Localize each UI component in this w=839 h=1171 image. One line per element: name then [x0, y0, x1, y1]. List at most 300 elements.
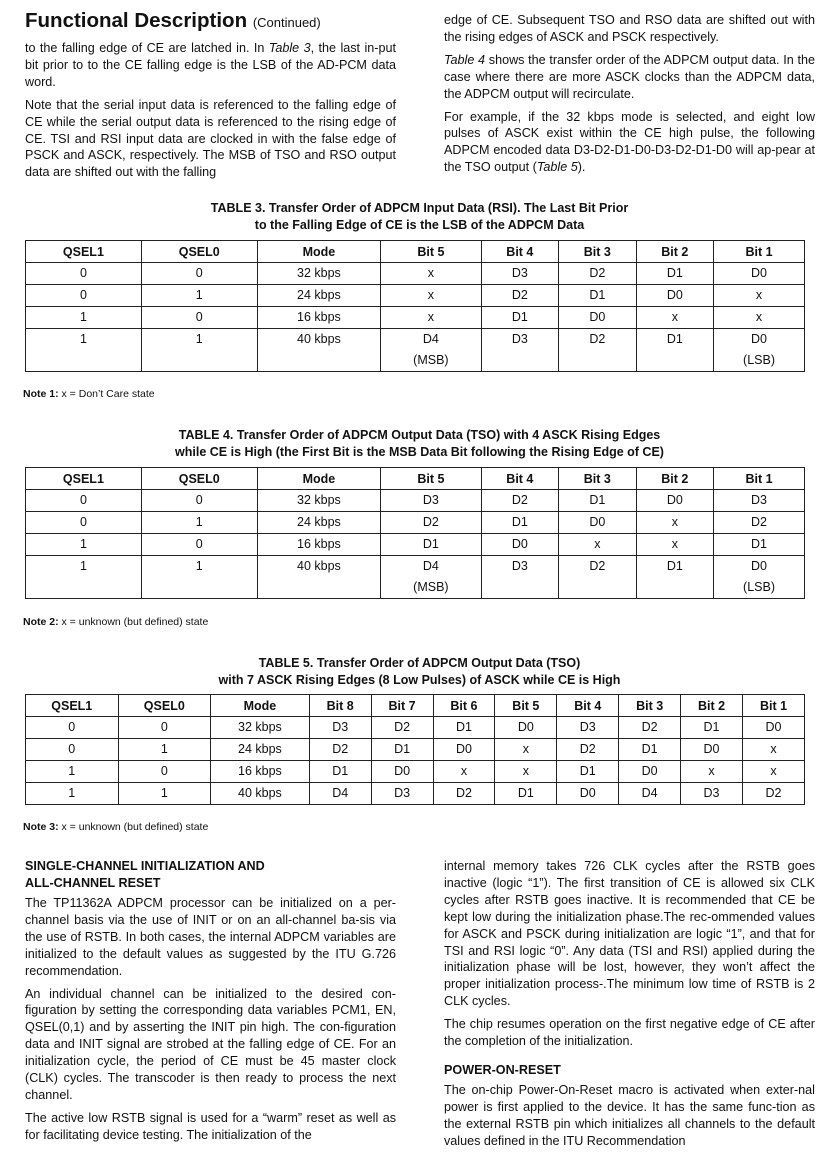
column-header: Bit 1	[714, 241, 805, 263]
table-cell	[481, 534, 558, 556]
table-cell	[433, 761, 495, 783]
cell-text: D4	[332, 786, 349, 800]
right-top-paragraphs	[444, 12, 815, 176]
cell-text: x	[755, 288, 763, 302]
cell-text: D0	[579, 786, 596, 800]
paragraph: to the falling edge of CE are latched in. In Table 3, the last in-put bit prior to to the CE falling edge is the LSB of the AD-PCM data word.	[25, 41, 396, 89]
table-cell	[118, 739, 211, 761]
table-cell	[636, 307, 713, 329]
cell-text: D3	[394, 786, 411, 800]
cell-text: 1	[195, 559, 203, 573]
paragraph: The active low RSTB signal is used for a “warm” reset as well as for facilitating device testing. The initialization of the	[25, 1110, 396, 1142]
table-cell	[681, 783, 743, 805]
cell-text: D3	[511, 332, 528, 346]
column-header: Bit 8	[309, 695, 371, 717]
column-header: Bit 2	[681, 695, 743, 717]
table-cell	[681, 761, 743, 783]
cell-text: D1	[511, 515, 528, 529]
table-cell	[636, 490, 713, 512]
table-cell	[141, 285, 257, 307]
cell-text: 0	[195, 266, 203, 280]
cell-text: 32 kbps	[297, 266, 341, 280]
subheading-line2: ALL-CHANNEL RESET	[25, 876, 161, 890]
column-header: Bit 4	[481, 468, 558, 490]
table-cell	[714, 307, 805, 329]
table-cell	[257, 329, 381, 372]
table-cell	[559, 490, 636, 512]
cell-text: D2	[394, 720, 411, 734]
table-cell	[559, 307, 636, 329]
column-header: Bit 2	[636, 241, 713, 263]
cell-text: D4	[422, 332, 439, 346]
cell-text: D1	[666, 266, 683, 280]
cell-text: D0	[666, 493, 683, 507]
cell-text: 32 kbps	[297, 493, 341, 507]
table-cell	[742, 717, 804, 739]
table-cell	[141, 329, 257, 372]
table-cell	[636, 329, 713, 372]
table-cell	[619, 761, 681, 783]
paragraph: An individual channel can be initialized to the desired con-figuration by setting the corresponding data variables PCM1, EN, QSEL(0,1) and by asserting the INIT pin high. The con-figuration data and INIT signal are strobed at the falling edge of CE. For an initialization cycle, the period of CE must be 45 master clock (CLK) cycles. The transcoder is then ready to process the next channel.	[25, 986, 396, 1102]
table-cell	[381, 534, 481, 556]
cell-text: 0	[195, 310, 203, 324]
table-cell	[636, 556, 713, 599]
cell-text: D0	[455, 742, 472, 756]
cell-text: x	[671, 537, 678, 551]
column-header: QSEL0	[141, 241, 257, 263]
subheading-line1: SINGLE-CHANNEL INITIALIZATION AND	[25, 859, 265, 873]
table-cell	[257, 534, 381, 556]
cell-text: D0	[589, 515, 606, 529]
table-cell	[481, 329, 558, 372]
table-row	[26, 307, 805, 329]
note-text: x = unknown (but defined) state	[61, 821, 209, 833]
column-header: QSEL1	[26, 241, 142, 263]
table-row	[26, 263, 805, 285]
cell-text: 1	[160, 786, 168, 800]
table-cell	[257, 263, 381, 285]
cell-text: D3	[703, 786, 720, 800]
cell-text: D0	[751, 332, 768, 346]
note-text: x = Don’t Care state	[61, 388, 155, 400]
table3-caption-line1: TABLE 3. Transfer Order of ADPCM Input Data (RSI). The Last Bit Prior	[210, 201, 629, 215]
heading-title: Functional Description	[25, 9, 248, 32]
table-cell	[495, 739, 557, 761]
cell-text: D0	[517, 720, 534, 734]
header-row	[26, 241, 805, 263]
table-cell	[636, 285, 713, 307]
left-column-bottom	[25, 858, 396, 1150]
cell-text: D3	[579, 720, 596, 734]
left-column-top	[25, 10, 396, 187]
table-cell	[381, 490, 481, 512]
cell-text: x	[427, 288, 434, 302]
cell-text: D1	[332, 764, 349, 778]
cell-text: D1	[666, 559, 683, 573]
table-row	[26, 783, 805, 805]
cell-text: D3	[751, 493, 768, 507]
cell-text: 16 kbps	[297, 537, 341, 551]
table-cell	[26, 490, 142, 512]
paragraph: Table 4 shows the transfer order of the ADPCM output data. In the case where there are more ASCK clocks than the ADPCM data, the ADPCM output will recirculate.	[444, 52, 815, 101]
cell-text: D2	[455, 786, 472, 800]
table5-caption-line2: with 7 ASCK Rising Edges (8 Low Pulses) of ASCK while CE is High	[218, 673, 621, 687]
table-cell	[559, 556, 636, 599]
table-cell	[557, 717, 619, 739]
table-cell	[309, 739, 371, 761]
table-cell	[619, 739, 681, 761]
table4-caption-line2: while CE is High (the First Bit is the MSB Data Bit following the Rising Edge of CE)	[175, 445, 664, 459]
table-row	[26, 534, 805, 556]
table-cell	[481, 263, 558, 285]
cell-text: D1	[666, 332, 683, 346]
table-row	[26, 512, 805, 534]
cell-text: D0	[751, 559, 768, 573]
table3-caption-line2: to the Falling Edge of CE is the LSB of the ADPCM Data	[254, 218, 585, 232]
table4-caption-line1: TABLE 4. Transfer Order of ADPCM Output Data (TSO) with 4 ASCK Rising Edges	[178, 428, 661, 442]
table-cell	[559, 534, 636, 556]
table-row	[26, 761, 805, 783]
table-cell	[26, 285, 142, 307]
cell-text: D2	[511, 493, 528, 507]
table-cell	[118, 717, 211, 739]
cell-text: D1	[751, 537, 768, 551]
table-cell	[481, 307, 558, 329]
table-cell	[26, 717, 119, 739]
table-cell	[381, 285, 481, 307]
table-cell	[141, 490, 257, 512]
table-cell	[381, 512, 481, 534]
right-column-bottom	[444, 858, 815, 1156]
table-cell	[433, 783, 495, 805]
table-cell	[26, 739, 119, 761]
table-cell	[211, 783, 310, 805]
cell-text: x	[671, 310, 678, 324]
cell-text: 1	[160, 742, 168, 756]
table-cell	[481, 285, 558, 307]
table-cell	[636, 534, 713, 556]
table-cell	[742, 783, 804, 805]
cell-text: D2	[751, 515, 768, 529]
table-cell	[681, 717, 743, 739]
column-header: Bit 1	[714, 468, 805, 490]
table-cell	[26, 556, 142, 599]
paragraph: The on-chip Power-On-Reset macro is activated when exter-nal power is first applied to the device. It has the same func-tion as the external RSTB pin which initializes all channels to the default values defined in the ITU Recommendation	[444, 1082, 815, 1148]
table-cell	[481, 556, 558, 599]
cell-text: D0	[751, 266, 768, 280]
cell-text: 1	[79, 559, 87, 573]
column-header: Mode	[257, 241, 381, 263]
column-header: Bit 1	[742, 695, 804, 717]
table-cell	[26, 329, 142, 372]
table4-caption	[0, 427, 839, 461]
cell-text: D2	[332, 742, 349, 756]
cell-text: D3	[332, 720, 349, 734]
cell-text: x	[522, 764, 529, 778]
header-row	[26, 695, 805, 717]
table-cell	[495, 717, 557, 739]
column-header: Mode	[211, 695, 310, 717]
table-cell	[619, 717, 681, 739]
cell-text: 1	[195, 515, 203, 529]
column-header: Bit 3	[559, 468, 636, 490]
table-cell	[381, 329, 481, 372]
cell-text: (LSB)	[743, 353, 775, 367]
cell-text: D0	[641, 764, 658, 778]
table-cell	[495, 783, 557, 805]
column-header: Bit 3	[559, 241, 636, 263]
cell-text: x	[594, 537, 601, 551]
cell-text: D2	[765, 786, 782, 800]
table3-note	[23, 388, 155, 400]
cell-text: 32 kbps	[238, 720, 282, 734]
left-bottom-paragraphs	[25, 895, 396, 1144]
table-cell	[681, 739, 743, 761]
cell-text: 1	[79, 332, 87, 346]
cell-text: 1	[195, 288, 203, 302]
cell-text: D2	[589, 266, 606, 280]
table-cell	[559, 285, 636, 307]
table-cell	[26, 534, 142, 556]
table-cell	[381, 307, 481, 329]
table-row	[26, 490, 805, 512]
cell-text: x	[427, 266, 434, 280]
table-row	[26, 717, 805, 739]
cell-text: 40 kbps	[238, 786, 282, 800]
cell-text: D1	[641, 742, 658, 756]
cell-text: D1	[703, 720, 720, 734]
cell-text: x	[770, 742, 777, 756]
table-cell	[559, 263, 636, 285]
cell-text: 1	[68, 764, 76, 778]
table-cell	[714, 329, 805, 372]
table-cell	[211, 761, 310, 783]
table-cell	[141, 512, 257, 534]
left-top-paragraphs	[25, 40, 396, 181]
cell-text: D2	[641, 720, 658, 734]
cell-text: 24 kbps	[238, 742, 282, 756]
table-cell	[26, 263, 142, 285]
cell-text: D1	[455, 720, 472, 734]
table-cell	[309, 717, 371, 739]
column-header: QSEL0	[141, 468, 257, 490]
cell-text: (LSB)	[743, 580, 775, 594]
cell-text: 0	[79, 493, 87, 507]
paragraph: The chip resumes operation on the first negative edge of CE after the completion of the initialization.	[444, 1017, 815, 1049]
cell-text: 40 kbps	[297, 332, 341, 346]
cell-text: 1	[79, 310, 87, 324]
table-cell	[309, 761, 371, 783]
table-row	[26, 329, 805, 372]
table-cell	[381, 263, 481, 285]
table-row	[26, 285, 805, 307]
cell-text: 24 kbps	[297, 515, 341, 529]
cell-text: D2	[511, 288, 528, 302]
table-row	[26, 739, 805, 761]
table-cell	[371, 739, 433, 761]
cell-text: 16 kbps	[297, 310, 341, 324]
table-cell	[557, 761, 619, 783]
table3-caption	[0, 200, 839, 234]
cell-text: D0	[589, 310, 606, 324]
table-cell	[141, 534, 257, 556]
cell-text: D1	[589, 493, 606, 507]
cell-text: D0	[666, 288, 683, 302]
cell-text: D4	[422, 559, 439, 573]
table-cell	[481, 512, 558, 534]
cell-text: D3	[511, 559, 528, 573]
cell-text: 0	[160, 720, 168, 734]
cell-text: D1	[394, 742, 411, 756]
cell-text: 0	[79, 266, 87, 280]
cell-text: (MSB)	[413, 580, 449, 594]
table5	[25, 694, 805, 805]
right-bottom-paragraphs2	[444, 1082, 815, 1150]
cell-text: (MSB)	[413, 353, 449, 367]
cell-text: D1	[579, 764, 596, 778]
table-cell	[433, 739, 495, 761]
table-cell	[714, 285, 805, 307]
table5-caption-line1: TABLE 5. Transfer Order of ADPCM Output Data (TSO)	[258, 656, 581, 670]
cell-text: D1	[517, 786, 534, 800]
table-cell	[141, 556, 257, 599]
cell-text: x	[708, 764, 715, 778]
subheading-initialization	[25, 858, 396, 892]
cell-text: D2	[422, 515, 439, 529]
header-row	[26, 468, 805, 490]
cell-text: D2	[589, 559, 606, 573]
table3	[25, 240, 805, 372]
cell-text: 0	[160, 764, 168, 778]
cell-text: D2	[579, 742, 596, 756]
table-cell	[742, 739, 804, 761]
cell-text: D1	[511, 310, 528, 324]
table-cell	[557, 783, 619, 805]
table-cell	[26, 512, 142, 534]
table-cell	[26, 783, 119, 805]
table5-caption	[0, 655, 839, 689]
column-header: QSEL0	[118, 695, 211, 717]
cell-text: D0	[703, 742, 720, 756]
column-header: Bit 5	[495, 695, 557, 717]
table-cell	[257, 490, 381, 512]
column-header: Bit 4	[557, 695, 619, 717]
cell-text: D1	[589, 288, 606, 302]
section-heading	[25, 10, 396, 34]
cell-text: 1	[79, 537, 87, 551]
subheading-power-on-reset: POWER-ON-RESET	[444, 1062, 561, 1077]
table5-note	[23, 821, 208, 833]
cell-text: x	[522, 742, 529, 756]
cell-text: 0	[79, 515, 87, 529]
table4-note	[23, 616, 208, 628]
table-cell	[481, 490, 558, 512]
right-bottom-paragraphs	[444, 858, 815, 1050]
table-row	[26, 556, 805, 599]
table-cell	[495, 761, 557, 783]
table-cell	[714, 490, 805, 512]
column-header: Bit 5	[381, 468, 481, 490]
cell-text: 24 kbps	[297, 288, 341, 302]
cell-text: D3	[422, 493, 439, 507]
cell-text: 0	[195, 537, 203, 551]
cell-text: 0	[195, 493, 203, 507]
table-cell	[371, 783, 433, 805]
table-cell	[371, 761, 433, 783]
column-header: Bit 7	[371, 695, 433, 717]
column-header: Bit 6	[433, 695, 495, 717]
cell-text: D1	[422, 537, 439, 551]
cell-text: 40 kbps	[297, 559, 341, 573]
cell-text: 0	[68, 720, 76, 734]
table-cell	[714, 263, 805, 285]
table-cell	[559, 329, 636, 372]
paragraph: edge of CE. Subsequent TSO and RSO data are shifted out with the rising edges of ASCK and PSCK respectively.	[444, 13, 815, 44]
note-text: x = unknown (but defined) state	[61, 616, 209, 628]
cell-text: 1	[68, 786, 76, 800]
table-cell	[257, 512, 381, 534]
table-cell	[714, 556, 805, 599]
cell-text: x	[427, 310, 434, 324]
table-cell	[714, 534, 805, 556]
column-header: Bit 2	[636, 468, 713, 490]
cell-text: D4	[641, 786, 658, 800]
table-cell	[714, 512, 805, 534]
table-cell	[559, 512, 636, 534]
paragraph: The TP11362A ADPCM processor can be initialized on a per-channel basis via the use of INIT or on an all-channel ba-sis via the use of RSTB. In both cases, the internal ADPCM variables are initialized to the default values as suggested by the ITU G.726 recommendation.	[25, 896, 396, 978]
table-cell	[309, 783, 371, 805]
table-cell	[619, 783, 681, 805]
cell-text: x	[770, 764, 777, 778]
table-cell	[371, 717, 433, 739]
column-header: QSEL1	[26, 695, 119, 717]
cell-text: 1	[195, 332, 203, 346]
paragraph: Note that the serial input data is referenced to the falling edge of CE while the serial output data is referenced to the rising edge of CE. TSI and RSI input data are clocked in with the false edge of PSCK and ASCK, respectively. The MSB of TSO and RSO output data are shifted out with the falling	[25, 97, 396, 180]
table-cell	[636, 512, 713, 534]
table-cell	[118, 783, 211, 805]
table-cell	[118, 761, 211, 783]
note-label: Note 3:	[23, 821, 59, 833]
table-cell	[211, 739, 310, 761]
cell-text: D0	[511, 537, 528, 551]
table-cell	[211, 717, 310, 739]
cell-text: 0	[79, 288, 87, 302]
table-cell	[557, 739, 619, 761]
heading-continued: (Continued)	[252, 15, 321, 30]
table-cell	[141, 263, 257, 285]
table-cell	[26, 307, 142, 329]
cell-text: D3	[511, 266, 528, 280]
table-cell	[381, 556, 481, 599]
paragraph: internal memory takes 726 CLK cycles after the RSTB goes inactive (logic “1”). The first transition of CE is allowed six CLK cycles after RSTB goes inactive. It is recommended that CE be kept low during the initialization phase.The rec-ommended values for ASCK and PSCK during initialization are logic “1”, and that for TSI and RSI logic “0”. Any data (TSI and RSI) applied during the initialization phase will be lost, however, they won’t affect the proper initialization process-.The minimum low time of RSTB is 2 CLK cycles.	[444, 859, 815, 1009]
cell-text: 0	[68, 742, 76, 756]
column-header: Mode	[257, 468, 381, 490]
cell-text: x	[671, 515, 678, 529]
table4	[25, 467, 805, 599]
note-label: Note 1:	[23, 388, 59, 400]
column-header: QSEL1	[26, 468, 142, 490]
table-cell	[636, 263, 713, 285]
table-cell	[26, 761, 119, 783]
cell-text: 16 kbps	[238, 764, 282, 778]
paragraph: For example, if the 32 kbps mode is selected, and eight low pulses of ASCK exist within the CE high pulse, the following ADPCM encoded data D3-D2-D1-D0-D3-D2-D1-D0 will ap-pear at the TSO output (Table 5).	[444, 109, 815, 175]
column-header: Bit 5	[381, 241, 481, 263]
cell-text: x	[460, 764, 468, 778]
right-column-top	[444, 12, 815, 182]
cell-text: D0	[394, 764, 411, 778]
cell-text: D0	[765, 720, 782, 734]
table-cell	[257, 307, 381, 329]
